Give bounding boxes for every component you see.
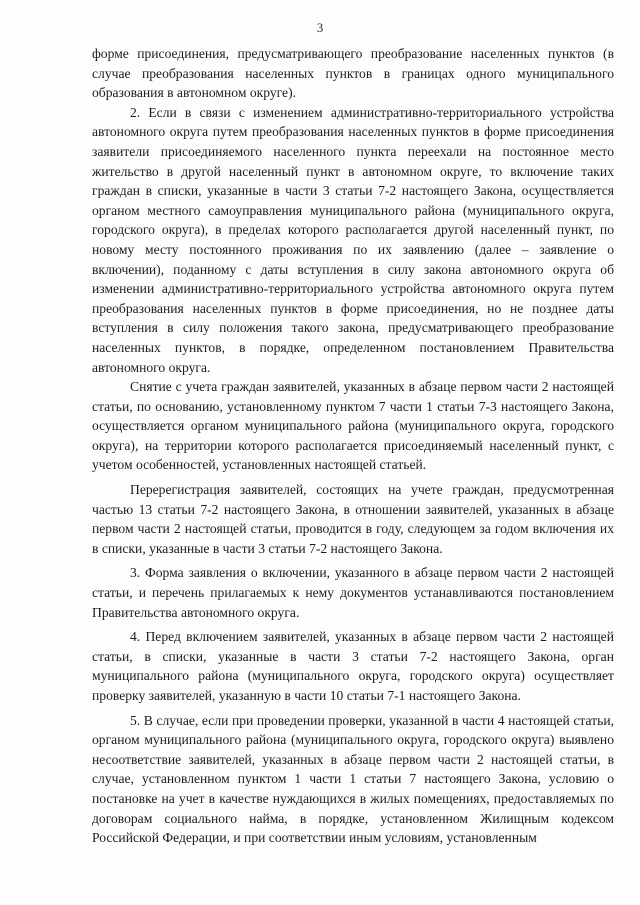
document-body [92, 44, 614, 848]
paragraph-continuation: форме присоединения, предусматривающего преобразование населенных пунктов (в случае преобразования населенных пунктов в границах одного муниципального образования в автономном округе). [92, 46, 614, 101]
paragraph-deregistration: Снятие с учета граждан заявителей, указанных в абзаце первом части 2 настоящей статьи, по основанию, установленному пунктом 7 части 1 статьи 7-3 настоящего Закона, осуществляется органом муниципального района (муниципального округа, городского округа), на территории которого располагается присоединяемый населенный пункт, с учетом особенностей, установленных настоящей статьей. [92, 379, 614, 473]
paragraph-section-3: 3. Форма заявления о включении, указанного в абзаце первом части 2 настоящей статьи, и перечень прилагаемых к нему документов устанавливаются постановлением Правительства автономного округа. [92, 565, 614, 620]
paragraph-reregistration: Перерегистрация заявителей, состоящих на учете граждан, предусмотренная частью 13 статьи 7-2 настоящего Закона, в отношении заявителей, указанных в абзаце первом части 2 настоящей статьи, проводится в году, следующем за годом включения их в списки, указанные в части 3 статьи 7-2 настоящего Закона. [92, 482, 614, 556]
paragraph-section-5: 5. В случае, если при проведении проверки, указанной в части 4 настоящей статьи, органом муниципального района (муниципального округа, городского округа) выявлено несоответствие заявителей, указанных в абзаце первом части 2 настоящей статьи, в случае, установленном пунктом 1 части 1 статьи 7 настоящего Закона, условию о постановке на учет в качестве нуждающихся в жилых помещениях, предоставляемых по договорам социального найма, в порядке, установленном Жилищным кодексом Российской Федерации, и при соответствии иным условиям, установленным [92, 712, 614, 846]
paragraph-section-4: 4. Перед включением заявителей, указанных в абзаце первом части 2 настоящей статьи, в списки, указанные в части 3 статьи 7-2 настоящего Закона, орган муниципального района (муниципального округа, городского округа) осуществляет проверку заявителей, указанную в части 10 статьи 7-1 настоящего Закона. [92, 629, 614, 703]
paragraph-section-2: 2. Если в связи с изменением административно-территориального устройства автономного округа путем преобразования населенных пунктов в форме присоединения заявители присоединяемого населенного пункта переехали на постоянное место жительство в другой населенный пункт в автономном округе, то включение таких граждан в списки, указанные в части 3 статьи 7-2 настоящего Закона, осуществляется органом местного самоуправления муниципального района (муниципального округа, городского округа), в пределах которого располагается другой населенный пункт, по новому месту постоянного проживания по их заявлению (далее – заявление о включении), поданному с даты вступления в силу закона автономного округа об изменении административно-территориального устройства автономного округа путем преобразования населенных пунктов в форме присоединения, но не позднее даты вступления в силу положения такого закона, предусматривающего преобразование населенных пунктов, в порядке, определенном постановлением Правительства автономного округа. [92, 104, 614, 375]
page-number: 3 [316, 20, 324, 35]
